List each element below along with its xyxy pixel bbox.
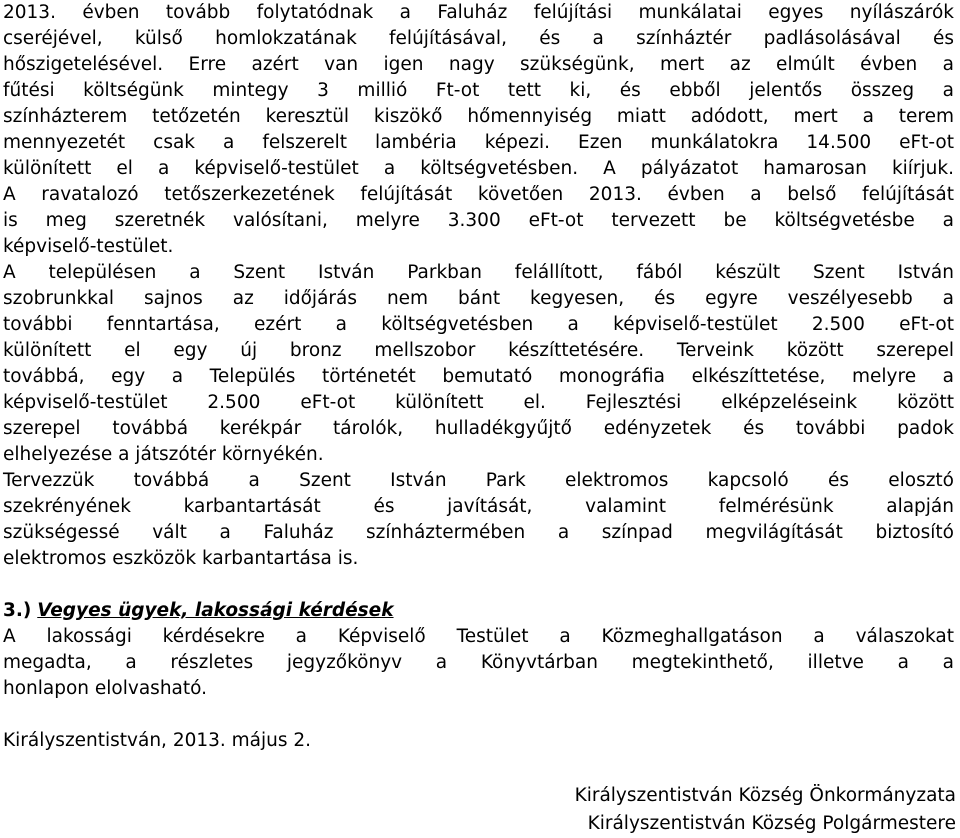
text-line: szerepel továbbá kerékpár tárolók, hulladékgyűjtő edényzetek és további padok — [3, 418, 954, 439]
text-line: is meg szeretnék valósítani, melyre 3.300 eFt-ot tervezett be költségvetésbe a — [3, 210, 954, 231]
paragraph-statue-and-plans — [3, 260, 954, 468]
text-line: különített el a képviselő-testület a költségvetésben. A pályázatot hamarosan kiírjuk. — [3, 158, 954, 179]
text-line: további fenntartása, ezért a költségvetésben a képviselő-testület 2.500 eFt-ot — [3, 314, 954, 335]
text-line: honlapon elolvasható. — [3, 678, 208, 699]
text-line: képviselő-testület. — [3, 236, 174, 257]
text-line: A ravatalozó tetőszerkezetének felújítását követően 2013. évben a belső felújítását — [3, 184, 954, 205]
section-heading — [3, 598, 954, 624]
text-line: Tervezzük továbbá a Szent István Park elektromos kapcsoló és elosztó — [3, 470, 954, 491]
text-line: különített el egy új bronz mellszobor készíttetésére. Terveink között szerepel — [3, 340, 954, 361]
signature-block — [575, 782, 956, 838]
text-line: színházterem tetőzetén keresztül kiszökő hőmennyiség miatt adódott, mert a terem — [3, 106, 954, 127]
text-line: fűtési költségünk mintegy 3 millió Ft-ot tett ki, és ebből jelentős összeg a — [3, 80, 954, 101]
text-line: megadta, a részletes jegyzőkönyv a Könyvtárban megtekinthető, illetve a a — [3, 652, 954, 673]
document-body — [3, 0, 954, 754]
section-number: 3.) — [3, 600, 32, 621]
text-line: szükségessé vált a Faluház színháztermében a színpad megvilágítását biztosító — [3, 522, 954, 543]
text-line: szekrényének karbantartását és javítását, valamint felmérésünk alapján — [3, 496, 954, 517]
signature-line: Királyszentistván Község Polgármestere — [587, 813, 956, 834]
spacer — [3, 572, 954, 598]
section-title: Vegyes ügyek, lakossági kérdések — [37, 600, 394, 621]
text-line: A településen a Szent István Parkban felállított, fából készült Szent István — [3, 262, 954, 283]
text-line: elhelyezése a játszótér környékén. — [3, 444, 324, 465]
text-line: hőszigetelésével. Erre azért van igen nagy szükségünk, mert az elmúlt évben a — [3, 54, 954, 75]
date-line: Királyszentistván, 2013. május 2. — [3, 730, 312, 751]
text-line: 2013. évben tovább folytatódnak a Faluház felújítási munkálatai egyes nyílászárók — [3, 2, 954, 23]
text-line: továbbá, egy a Település történetét bemutató monográfia elkészíttetése, melyre a — [3, 366, 954, 387]
text-line: elektromos eszközök karbantartása is. — [3, 548, 359, 569]
text-line: cseréjével, külső homlokzatának felújításával, és a színháztér padlásolásával és — [3, 28, 954, 49]
paragraph-electrical-maintenance — [3, 468, 954, 572]
text-line: mennyezetét csak a felszerelt lambéria képezi. Ezen munkálatokra 14.500 eFt-ot — [3, 132, 954, 153]
spacer — [3, 702, 954, 728]
text-line: szobrunkkal sajnos az időjárás nem bánt kegyesen, és egyre veszélyesebb a — [3, 288, 954, 309]
signature-line: Királyszentistván Község Önkormányzata — [574, 785, 956, 806]
text-line: képviselő-testület 2.500 eFt-ot különített el. Fejlesztési elképzeléseink között — [3, 392, 954, 413]
paragraph-public-questions — [3, 624, 954, 702]
text-line: A lakossági kérdésekre a Képviselő Testület a Közmeghallgatáson a válaszokat — [3, 626, 954, 647]
paragraph-faluhaz-renovation — [3, 0, 954, 260]
